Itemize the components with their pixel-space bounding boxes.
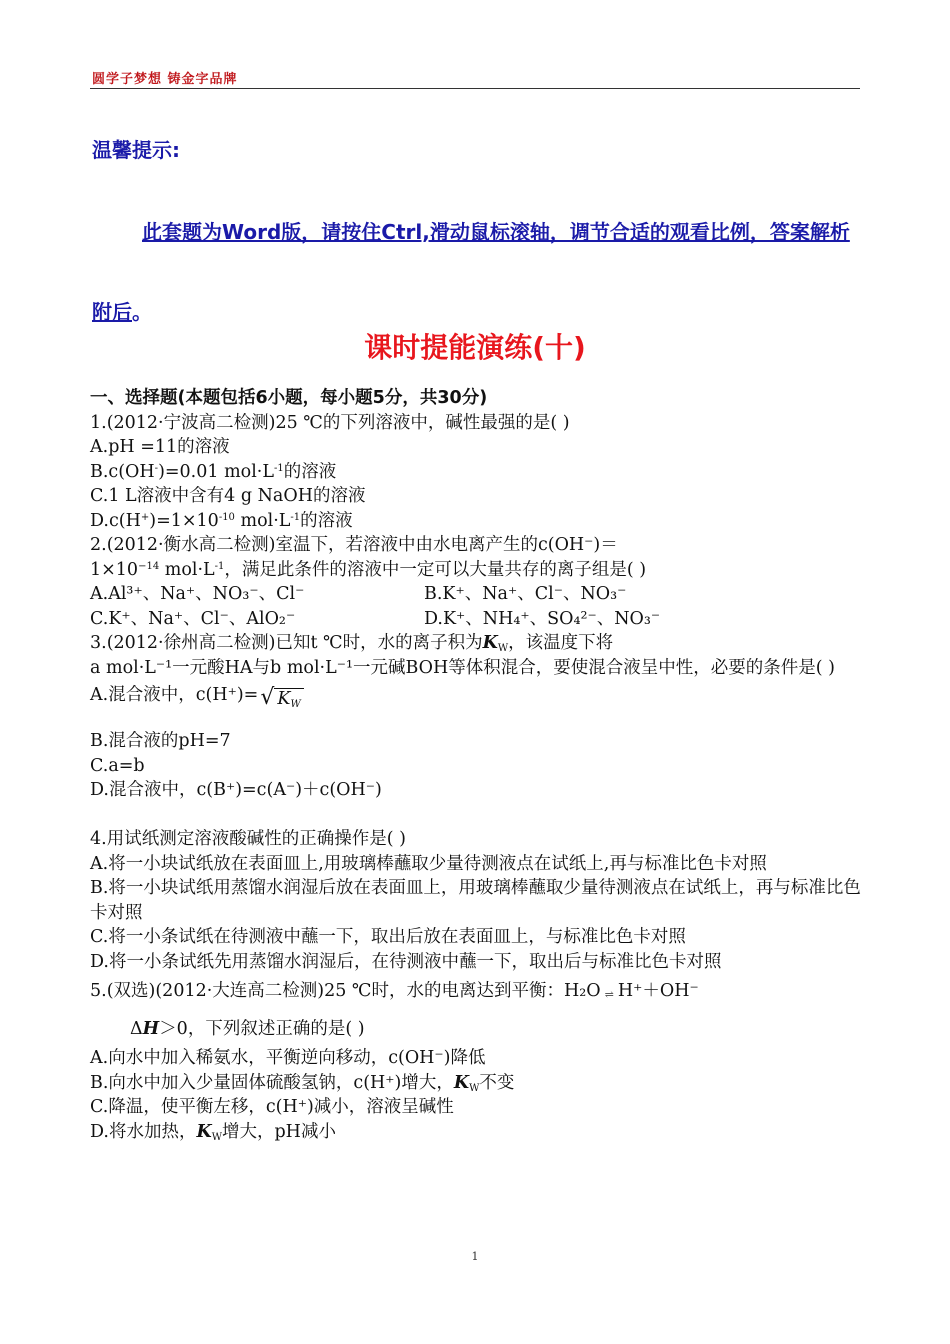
q3-option-c: C.a=b — [90, 755, 145, 776]
q4-option-a: A.将一小块试纸放在表面皿上,用玻璃棒蘸取少量待测液点在试纸上,再与标准比色卡对照 — [90, 853, 767, 874]
q5-option-a: A.向水中加入稀氨水，平衡逆向移动，c(OH⁻)降低 — [90, 1048, 486, 1068]
q1-stem: 1.(2012·宁波高二检测)25 ℃的下列溶液中，碱性最强的是( ) — [90, 412, 570, 433]
q2-options-ab — [90, 582, 865, 607]
q3-option-a: A.混合液中，c(H⁺)=√ $K_W$ — [90, 680, 865, 729]
spacer — [90, 803, 865, 828]
q2-option-d: D.K⁺、NH₄⁺、SO₄²⁻、NO₃⁻ — [424, 608, 661, 629]
q1-option-d: $D.c(H^+)=1\times 10^{-10}$ $mol\cdot L^{-1}$的溶液 — [90, 510, 353, 531]
q5-stem-line1: 5.(双选)(2012·大连高二检测)25 ℃时，水的电离达到平衡：H₂O ⇌ H⁺＋OH⁻ — [90, 974, 865, 1012]
q4-option-c: C.将一小条试纸在待测液中蘸一下，取出后放在表面皿上，与标准比色卡对照 — [90, 927, 686, 947]
q2-option-c: C.K⁺、Na⁺、Cl⁻、AlO₂⁻ — [90, 608, 296, 629]
q2-options-cd — [90, 607, 865, 632]
question-content — [90, 386, 865, 1144]
q5-option-d: D.将水加热，$K_W$增大，pH减小 — [90, 1121, 336, 1143]
q2-stem-line1: 2.(2012·衡水高二检测)室温下，若溶液中由水电离产生的c(OH⁻)＝ — [90, 535, 618, 555]
q3-stem-line2: a mol·L⁻¹一元酸HA与b mol·L⁻¹一元碱BOH等体积混合，要使混合液呈中性，必要的条件是( ) — [90, 657, 835, 678]
q3-option-b: B.混合液的pH=7 — [90, 731, 231, 751]
equilibrium-arrow-icon: ⇌ — [604, 988, 614, 1001]
q4-option-d: D.将一小条试纸先用蒸馏水润湿后，在待测液中蘸一下，取出后与标准比色卡对照 — [90, 951, 722, 972]
tip-title: 温馨提示: — [92, 138, 180, 162]
tip-body-text: 此套题为Word版，请按住Ctrl,滑动鼠标滚轴，调节合适的观看比例，答案解析附后 — [92, 220, 850, 324]
tip-body-end: 。 — [132, 300, 152, 324]
q5-option-b: B.向水中加入少量固体硫酸氢钠，c(H⁺)增大，$K_W$不变 — [90, 1072, 515, 1094]
q3-option-d: D.混合液中，c(B⁺)=c(A⁻)＋c(OH⁻) — [90, 780, 382, 800]
q1-option-a: A.pH =11的溶液 — [90, 437, 230, 457]
page-title: 课时提能演练(十) — [364, 331, 586, 364]
page-number: 1 — [471, 1250, 479, 1263]
q4-stem: 4.用试纸测定溶液酸碱性的正确操作是( ) — [90, 829, 406, 849]
q1-option-c: C.1 L溶液中含有4 g NaOH的溶液 — [90, 486, 366, 506]
q4-option-b: B.将一小块试纸用蒸馏水润湿后放在表面皿上，用玻璃棒蘸取少量待测液点在试纸上，再与标准比色卡对照 — [90, 878, 861, 923]
header-rule — [90, 88, 860, 89]
q3-stem-line1: 3.(2012·徐州高二检测)已知t ℃时，水的离子积为$K_W$，该温度下将 — [90, 633, 614, 654]
q1-option-b: B.c(OH-)=0.01 $mol\cdot L^{-1}$的溶液 — [90, 461, 337, 482]
header-slogan: 圆学子梦想 铸金字品牌 — [92, 72, 238, 87]
q2-stem-line2: $1\times 10^{-14}$ $mol\cdot L^{-1}$，满足此条件的溶液中一定可以大量共存的离子组是( ) — [90, 559, 647, 580]
section-heading: 一、选择题(本题包括6小题，每小题5分，共30分) — [90, 388, 488, 408]
q5-stem-line2: ΔH＞0，下列叙述正确的是( ) — [130, 1019, 365, 1039]
q2-option-b: B.K⁺、Na⁺、Cl⁻、NO₃⁻ — [424, 584, 627, 604]
q2-option-a: A.Al³⁺、Na⁺、NO₃⁻、Cl⁻ — [90, 584, 305, 604]
q5-option-c: C.降温，使平衡左移，c(H⁺)减小，溶液呈碱性 — [90, 1097, 454, 1117]
sqrt-kw: √ $K_W$ — [260, 683, 303, 714]
